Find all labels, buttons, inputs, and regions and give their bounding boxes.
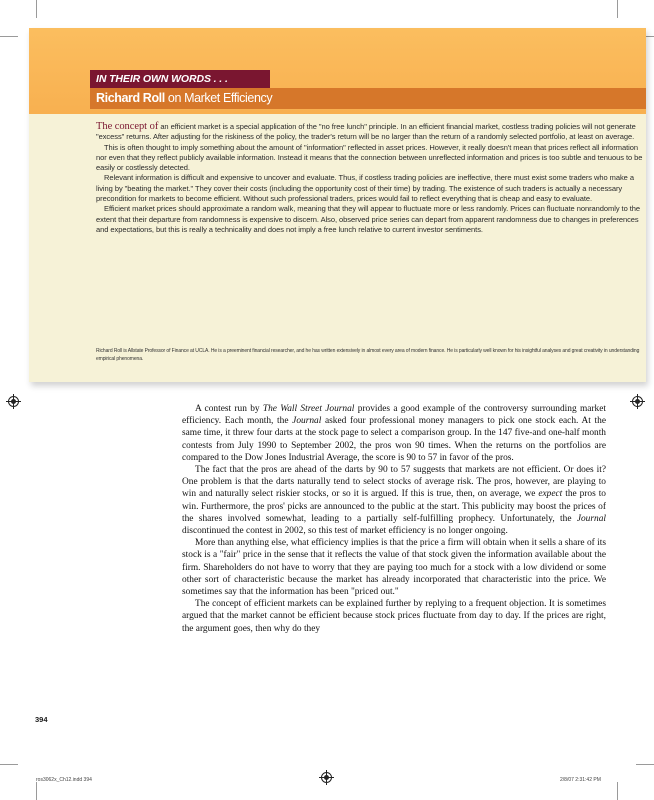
box-title-rest: on Market Efficiency	[164, 91, 273, 105]
registration-mark-icon	[8, 396, 19, 407]
crop-mark	[36, 0, 37, 18]
crop-mark	[0, 36, 18, 37]
crop-mark	[636, 764, 654, 765]
registration-mark-icon	[632, 396, 643, 407]
essay-paragraph: Relevant information is difficult and expensive to uncover and evaluate. Thus, if costless trading policies are ineffective, there must exist some traders who make a living by "beating the market." They cover their costs (including the opportunity cost of their time) by trading. The existence of such traders is actually a necessary precondition for markets to become efficient. Without such professional traders, prices would fail to reflect everything that is cheap and easy to evaluate.	[96, 173, 634, 204]
slug-timestamp: 2/8/07 2:31:42 PM	[560, 777, 601, 783]
body-paragraph: The concept of efficient markets can be explained further by replying to a frequent objection. It is sometimes argued that the market cannot be efficient because stock prices fluctuate from day to day. If the prices are right, the argument goes, then why do they	[182, 599, 606, 634]
essay-text	[96, 122, 643, 235]
crop-mark	[617, 782, 618, 800]
box-title-name: Richard Roll	[96, 91, 165, 105]
essay-paragraph: This is often thought to imply something about the amount of "information" reflected in asset prices. However, it really doesn't mean that prices reflect all information nor even that they reflect publicly available information. Instead it means that the connection between unreflected information and prices is too subtle and tenuous to be easily or costlessly detected.	[96, 142, 643, 173]
crop-mark	[36, 782, 37, 800]
in-their-own-words-box	[29, 28, 646, 382]
main-body-text	[182, 403, 606, 635]
box-title	[96, 91, 272, 105]
body-paragraph: The fact that the pros are ahead of the darts by 90 to 57 suggests that markets are not efficient. Or does it? One problem is that the darts naturally tend to select stocks of average risk. The pros, however, are playing to win and naturally select riskier stocks, or so it is argued. If this is true, then, on average, we expect the pros to win. Furthermore, the pros' picks are announced to the public at the start. This publicity may boost the prices of the shares involved somewhat, leading to a partially self-fulfilling prophecy. Unfortunately, the Journal discontinued the contest in 2002, so this test of market efficiency is no longer ongoing.	[182, 465, 606, 537]
essay-lead-in: The concept of	[96, 121, 159, 132]
essay-paragraph: Efficient market prices should approximate a random walk, meaning that they will appear to fluctuate more or less randomly. Prices can fluctuate nonrandomly to the extent that their departure from randomness is expensive to discern. Also, observed price series can depart from apparent randomness due to changes in preferences and expectations, but this is really a technicality and does not imply a free lunch relative to current investor sentiments.	[96, 204, 641, 234]
essay-paragraph: The concept of an efficient market is a special application of the "no free lunch" principle. In an efficient financial market, costless trading policies will not generate "excess" returns. After adjusting for the riskiness of the policy, the trader's return will be no larger than the return of a randomly selected portfolio, at least on average.	[96, 121, 636, 142]
registration-mark-icon	[321, 772, 332, 783]
box-heading: IN THEIR OWN WORDS . . .	[96, 73, 228, 85]
crop-mark	[617, 0, 618, 18]
crop-mark	[0, 764, 18, 765]
slug-filename: ros3062x_Ch12.indd 394	[36, 777, 92, 783]
body-paragraph: A contest run by The Wall Street Journal provides a good example of the controversy surrounding market efficiency. Each month, the Journal asked four professional money managers to pick one stock each. At the same time, it threw four darts at the stock page to select a comparison group. In the 147 five-and one-half month contests from July 1990 to September 2002, the pros won 90 times. When the returns on the portfolios are compared to the Dow Jones Industrial Average, the score is 90 to 57 in favor of the pros.	[182, 404, 606, 463]
page-number: 394	[35, 715, 48, 724]
author-bio: Richard Roll is Allstate Professor of Finance at UCLA. He is a preeminent financial researcher, and he has written extensively in almost every area of modern finance. He is particularly well known for his insightful analyses and great creativity in understanding empirical phenomena.	[96, 348, 640, 362]
body-paragraph: More than anything else, what efficiency implies is that the price a firm will obtain when it sells a share of its stock is a "fair" price in the sense that it reflects the value of that stock given the information available about the firm. Shareholders do not have to worry that they are paying too much for a stock with a low dividend or some other sort of characteristic because the market has already incorporated that characteristic into the price. We sometimes say that the information has been "priced out."	[182, 538, 606, 598]
